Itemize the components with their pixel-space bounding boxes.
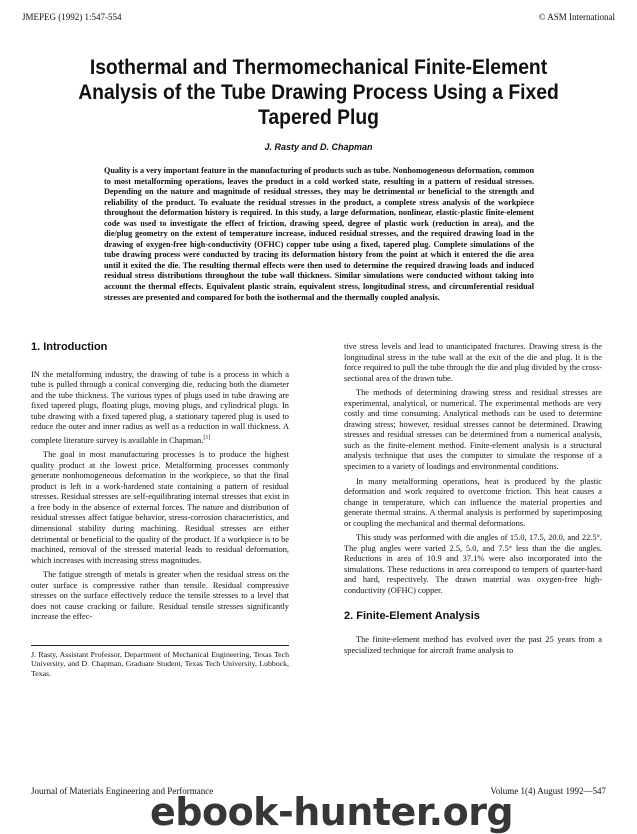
citation-ref: [1] <box>203 434 211 441</box>
right-column <box>344 342 602 660</box>
copyright: © ASM International <box>538 12 615 22</box>
authors: J. Rasty and D. Chapman <box>264 142 373 152</box>
intro-paragraph-1 <box>31 370 289 447</box>
intro-paragraph-2: The goal in most manufacturing processes is to produce the highest quality product at the lowest price. Metalforming processes commonly generate nonhomogeneous deformation in the workpiece, so that the final product is left in a work-hardened state containing a pattern of residual stresses. Residual stresses are self-equilibrating internal stresses that exist in a free body in the absence of external forces. The nature and distribution of residual stresses affect fatigue behavior, stress-corrosion characteristics, and dimensional stability during machining. Residual stresses are either detrimental or beneficial to the quality of the product. If a workpiece is to be machined, removal of the stressed material leads to residual deformation, which increases with increasing stress magnitudes. <box>31 450 289 565</box>
footnote-divider <box>31 645 289 646</box>
intro-paragraph-4: tive stress levels and lead to unanticipated fractures. Drawing stress is the longitudinal stress in the tube wall at the exit of the die and plug. It is the force required to pull the tube through the die and plug divided by the cross-sectional area of the drawn tube. <box>344 342 602 383</box>
left-column <box>31 342 289 682</box>
section-heading-introduction: 1. Introduction <box>31 341 108 353</box>
fea-paragraph-1: The finite-element method has evolved over the past 25 years from a specialized technique for aircraft frame analysis to <box>344 635 602 655</box>
footer-issue: Volume 1(4) August 1992—547 <box>490 786 606 796</box>
paper-title: Isothermal and Thermomechanical Finite-Element Analysis of the Tube Drawing Process Using a Fixed Tapered Plug <box>78 56 559 129</box>
intro-paragraph-6: In many metalforming operations, heat is produced by the plastic deformation and work required to overcome friction. This heat causes a change in temperature, which can influence the material properties and generate thermal strains. A thermal analysis is performed by superimposing or coupling the mechanical and thermal deformations. <box>344 476 602 528</box>
footer-journal: Journal of Materials Engineering and Performance <box>31 786 214 796</box>
abstract: Quality is a very important feature in the manufacturing of products such as tube. Nonhomogeneous deformation, common to most metalforming operations, leaves the product in a cold worked state, resulting in a pattern of residual stresses. Depending on the nature and magnitude of residual stresses, they may be detrimental or beneficial to the strength and reliability of the product. To evaluate the residual stresses in the product, a complete stress analysis of the workpiece throughout the deformation history is required. In this study, a large deformation, nonlinear, elastic-plastic finite-element code was used to investigate the effect of friction, drawing speed, degree of plastic work (reduction in area), and the die/plug geometry on the extent of temperature increase, induced residual stresses, and the required drawing load in the drawing of oxygen-free high-conductivity (OFHC) copper tube using a fixed, tapered plug. Complete simulations of the tube drawing process were conducted by tracing its deformation history from the point at which it entered the die area until it exited the die. The resulting thermal effects were then used to determine the required drawing loads and induced residual stress distributions throughout the tube wall thickness. Similar simulations were conducted without taking into account the thermal effects. Equivalent plastic strain, equivalent stress, longitudinal stress, and circumferential residual stresses are presented and compared for both the isothermal and the thermally coupled analysis. <box>104 166 534 302</box>
intro-paragraph-5: The methods of determining drawing stress and residual stresses are experimental, analytical, or numerical. The experimental methods are very costly and time consuming. Analytical methods can be used to determine drawing stress; however, residual stresses cannot be determined. Drawing stresses and residual stresses can be determined from a numerical analysis, such as the finite-element method. Finite-element analysis is a structural analysis technique that uses the computer to simulate the response of a specimen to a variety of loadings and environmental conditions. <box>344 388 602 472</box>
intro-paragraph-3: The fatigue strength of metals is greater when the residual stress on the outer surface is compressive rather than tensile. Residual compressive stresses on the surface effectively reduce the tensile stresses to a level that does not cause cracking or failure. Residual tensile stresses significantly increase the effec- <box>31 570 289 622</box>
intro-paragraph-7: This study was performed with die angles of 15.0, 17.5, 20.0, and 22.5°. The plug angles were varied 2.5, 5.0, and 7.5° less than the die angles. Reductions in area of 10.9 and 37.1% were also incorporated into the simulations. These reductions in area correspond to tempers of quarter-hard and hard, respectively. The drawn material was oxygen-free high-conductivity (OFHC) copper. <box>344 533 602 596</box>
author-footnote: J. Rasty, Assistant Professor, Department of Mechanical Engineering, Texas Tech University, and D. Chapman, Graduate Student, Texas Tech University, Lubbock, Texas. <box>31 649 289 678</box>
journal-ref: JMEPEG (1992) 1:547-554 <box>22 12 122 22</box>
intro-paragraph-1-text: IN the metalforming industry, the drawing of tube is a process in which a tube is pulled through a conical converging die, reducing both the diameter and the tube thickness. The various types of plugs used in tube drawing are fixed tapered plugs, floating plugs, moving plugs, and cylindrical plugs. In tube drawing with a fixed tapered plug, a stationary tapered plug is used to reduce the outer and inner radius as well as a reduction in wall thickness. A complete literature survey is available in Chapman. <box>31 369 289 445</box>
section-heading-fea: 2. Finite-Element Analysis <box>344 609 480 622</box>
watermark: ebook-hunter.org <box>150 790 514 834</box>
